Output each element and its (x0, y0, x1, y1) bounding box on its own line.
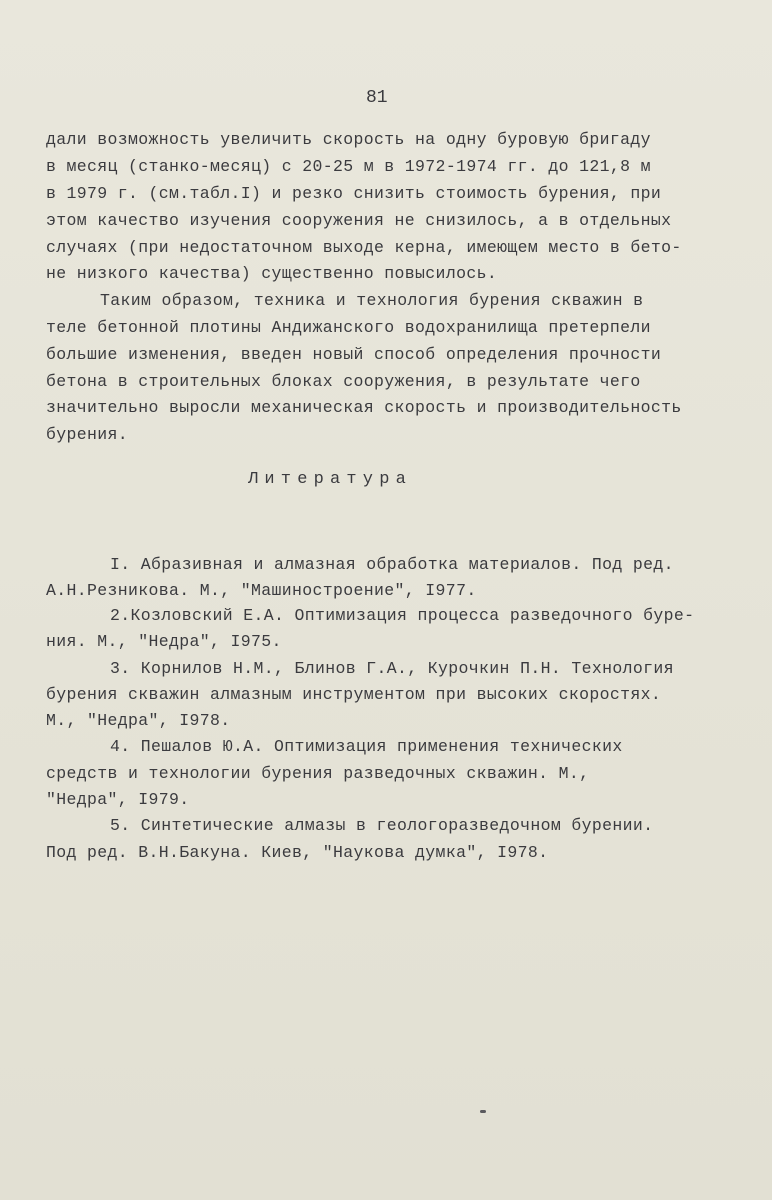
reference-line: Под ред. В.Н.Бакуна. Киев, "Наукова думка", I978. (46, 843, 549, 862)
body-line: не низкого качества) существенно повысилось. (46, 264, 498, 283)
body-line: случаях (при недостаточном выходе керна, имеющем место в бето- (46, 238, 682, 257)
body-line: бурения. (46, 425, 129, 444)
reference-line: 3. Корнилов Н.М., Блинов Г.А., Курочкин П.Н. Технология (110, 659, 674, 678)
body-line: в 1979 г. (см.табл.I) и резко снизить стоимость бурения, при (46, 184, 662, 203)
reference-line: "Недра", I979. (46, 790, 190, 809)
body-line: дали возможность увеличить скорость на одну буровую бригаду (46, 130, 651, 149)
ink-speck (480, 1110, 486, 1113)
body-line: Таким образом, техника и технология бурения скважин в (100, 291, 644, 310)
reference-line: 5. Синтетические алмазы в геологоразведочном бурении. (110, 816, 654, 835)
reference-line: I. Абразивная и алмазная обработка материалов. Под ред. (110, 555, 674, 574)
reference-line: А.Н.Резникова. М., "Машиностроение", I977. (46, 581, 477, 600)
reference-line: М., "Недра", I978. (46, 711, 231, 730)
body-line: в месяц (станко-месяц) с 20-25 м в 1972-1974 гг. до 121,8 м (46, 157, 651, 176)
reference-line: 4. Пешалов Ю.А. Оптимизация применения технических (110, 737, 623, 756)
body-line: большие изменения, введен новый способ определения прочности (46, 345, 662, 364)
reference-line: средств и технологии бурения разведочных скважин. М., (46, 764, 590, 783)
body-line: этом качество изучения сооружения не снизилось, а в отдельных (46, 211, 672, 230)
body-line: значительно выросли механическая скорость и производительность (46, 398, 682, 417)
body-line: теле бетонной плотины Андижанского водохранилища претерпели (46, 318, 651, 337)
reference-line: 2.Козловский Е.А. Оптимизация процесса разведочного буре- (110, 606, 695, 625)
page-number: 81 (366, 88, 388, 108)
reference-line: ния. М., "Недра", I975. (46, 632, 282, 651)
body-line: бетона в строительных блоках сооружения, в результате чего (46, 372, 641, 391)
reference-line: бурения скважин алмазным инструментом при высоких скоростях. (46, 685, 662, 704)
references-heading: Литература (248, 470, 413, 489)
